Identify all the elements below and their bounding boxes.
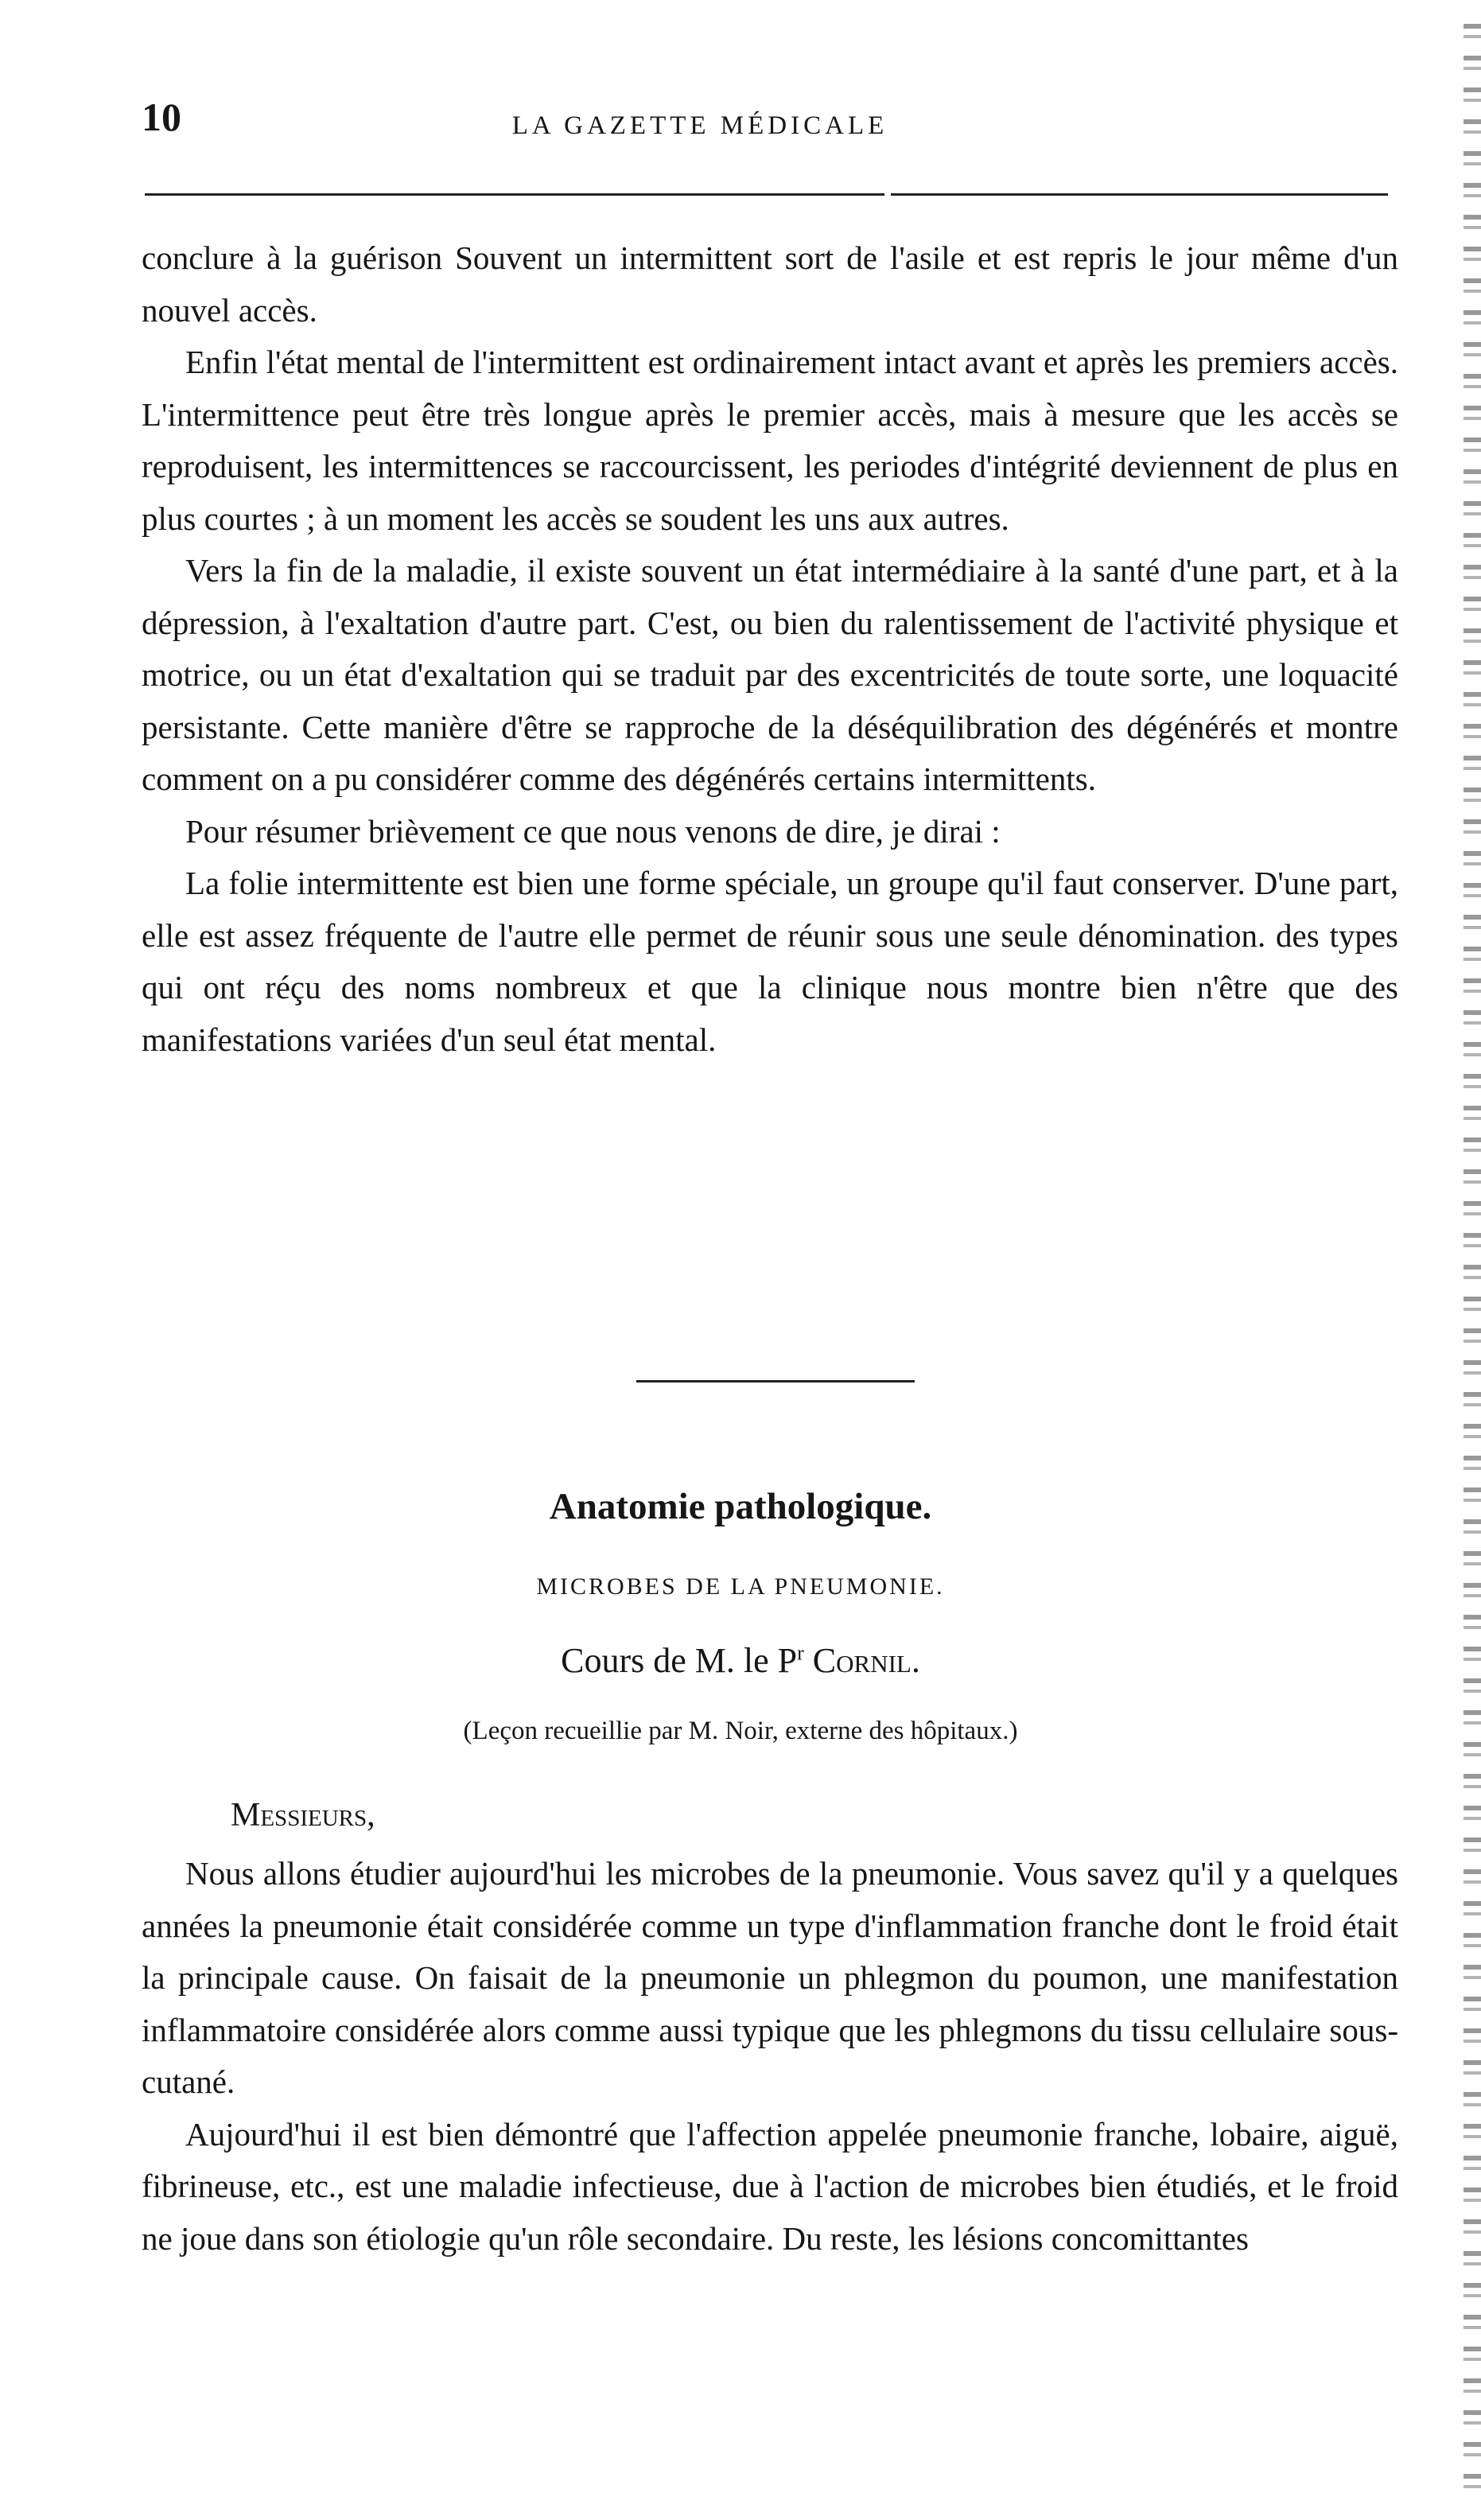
paragraph: Enfin l'état mental de l'intermittent est ordinairement intact avant et après les premiers accès. L'intermittence peut être très longue après le premier accès, mais à mesure que les accès se reproduisent, les intermittences se raccourcissent, les periodes d'intégrité deviennent de plus en plus courtes ; à un moment les accès se soudent les uns aux autres. [142, 344, 1398, 537]
scan-edge-shadow [1464, 24, 1481, 2498]
page-number: 10 [142, 95, 181, 139]
paragraph: Pour résumer brièvement ce que nous venons de dire, je dirai : [185, 812, 1001, 850]
paragraph: Vers la fin de la maladie, il existe souvent un état intermédiaire à la santé d'une part, et à la dépression, à l'exaltation d'autre part. C'est, ou bien du ralentissement de l'activité physique et motrice, ou un état d'exaltation qui se traduit par des excentricités de toute sorte, une loquacité persistante. Cette manière d'être se rapproche de la déséquilibration des dégénérés et montre comment on a pu considérer comme des dégénérés certains intermittents. [142, 552, 1398, 797]
course-prefix: Cours de M. le P [561, 1641, 798, 1680]
section-title: Anatomie pathologique. [549, 1486, 932, 1527]
header-rule-right [891, 193, 1388, 196]
course-superscript: r [797, 1641, 804, 1665]
section2-text [142, 1848, 1398, 2265]
lecture-credit: (Leçon recueillie par M. Noir, externe des hôpitaux.) [463, 1717, 1018, 1745]
header-rule-left [145, 193, 884, 196]
paragraph: Aujourd'hui il est bien démontré que l'affection appelée pneumonie franche, lobaire, aiguë, fibrineuse, etc., est une maladie infectieuse, due à l'action de microbes bien étudiés, et le froid ne joue dans son étiologie qu'un rôle secondaire. Du reste, les lésions concomittantes [142, 2115, 1398, 2257]
paragraph: La folie intermittente est bien une forme spéciale, un groupe qu'il faut conserver. D'une part, elle est assez fréquente de l'autre elle permet de réunir sous une seule dénomination. des types qui ont réçu des noms nombreux et que la clinique nous montre bien n'être que des manifestations variées d'un seul état mental. [142, 865, 1398, 1058]
section1-text [142, 232, 1398, 1066]
paragraph: Nous allons étudier aujourd'hui les microbes de la pneumonie. Vous savez qu'il y a quelques années la pneumonie était considérée comme un type d'inflammation franche dont le froid était la principale cause. On faisait de la pneumonie un phlegmon du poumon, une manifestation inflammatoire considérée alors comme aussi typique que les phlegmons du tissu cellulaire sous-cutané. [142, 1855, 1398, 2100]
course-line [0, 1640, 1481, 1681]
salutation: Messieurs, [231, 1797, 375, 1834]
page-header [0, 94, 1481, 158]
running-title: LA GAZETTE MÉDICALE [511, 111, 888, 140]
professor-name: Cornil. [812, 1641, 920, 1680]
section-subtitle: MICROBES DE LA PNEUMONIE. [536, 1573, 945, 1600]
section-divider [636, 1380, 915, 1382]
paragraph: conclure à la guérison Souvent un intermittent sort de l'asile et est repris le jour même d'un nouvel accès. [142, 239, 1398, 329]
